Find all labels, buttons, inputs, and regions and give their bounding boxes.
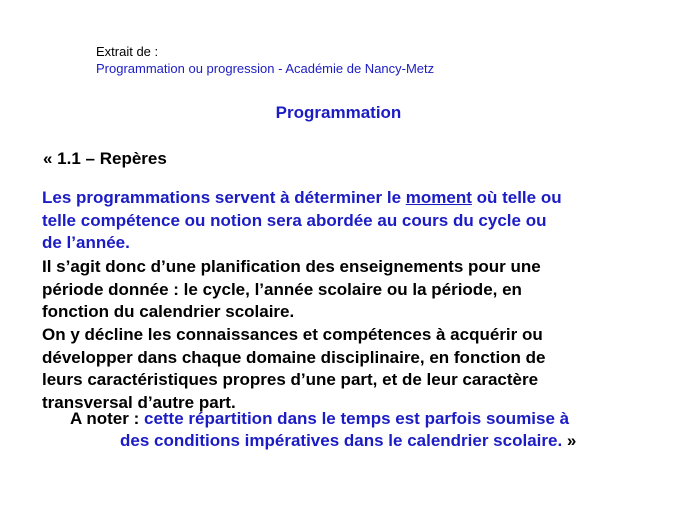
paragraph-line: On y décline les connaissances et compétences à acquérir ou bbox=[42, 325, 543, 344]
emphasis-moment: moment bbox=[405, 188, 472, 207]
page-title-text: Programmation bbox=[275, 103, 402, 122]
paragraph-line: telle compétence ou notion sera abordée au cours du cycle ou bbox=[42, 210, 547, 230]
note-label: A noter : bbox=[70, 409, 144, 428]
note-line bbox=[70, 408, 569, 431]
page-title bbox=[0, 103, 689, 123]
note-text: cette répartition dans le temps est parfois soumise à bbox=[143, 409, 570, 428]
paragraph-line bbox=[42, 187, 562, 210]
text-segment: où telle ou bbox=[471, 188, 562, 207]
section-heading: « 1.1 – Repères bbox=[43, 149, 167, 168]
paragraph-line: de l’année. bbox=[42, 233, 130, 253]
paragraph-competences bbox=[42, 324, 546, 414]
paragraph-line: Il s’agit donc d’une planification des enseignements pour une bbox=[42, 257, 541, 276]
text-segment: Les programmations servent à déterminer le bbox=[42, 188, 406, 207]
note-text: des conditions impératives dans le calendrier scolaire. bbox=[120, 431, 563, 450]
paragraph-line: leurs caractéristiques propres d’une part, et de leur caractère bbox=[42, 370, 539, 390]
paragraph-line: transversal d’autre part. bbox=[42, 392, 236, 412]
closing-quote: » bbox=[562, 431, 577, 450]
source-link[interactable]: Programmation ou progression - Académie de Nancy-Metz bbox=[96, 61, 435, 76]
source-label: Extrait de : bbox=[96, 44, 159, 59]
note-line bbox=[120, 430, 576, 453]
paragraph-line: développer dans chaque domaine disciplinaire, en fonction de bbox=[42, 347, 546, 367]
paragraph-definition bbox=[42, 187, 562, 255]
paragraph-line: période donnée : le cycle, l’année scolaire ou la période, en bbox=[42, 279, 522, 299]
paragraph-planification bbox=[42, 256, 541, 324]
paragraph-line: fonction du calendrier scolaire. bbox=[42, 302, 295, 322]
